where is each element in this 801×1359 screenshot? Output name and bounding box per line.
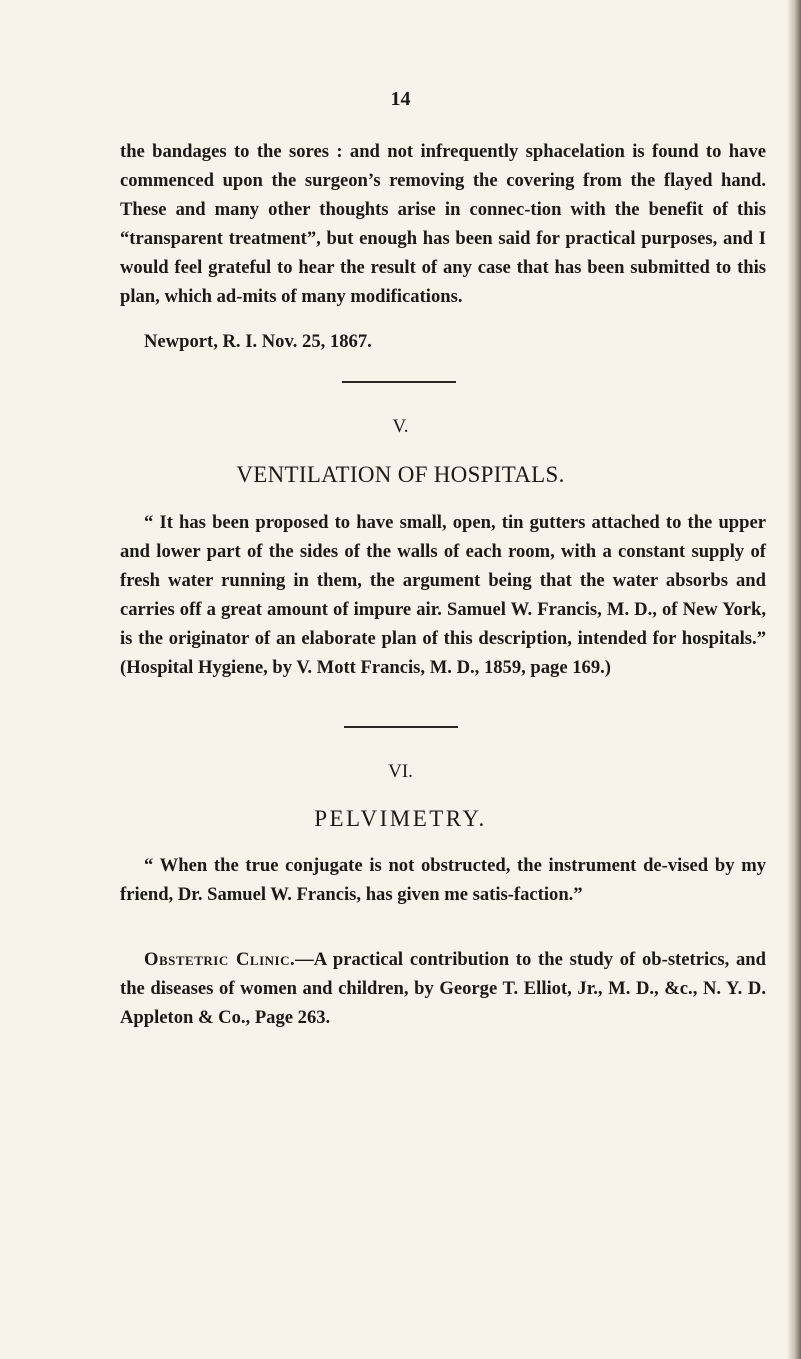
page-number: 14 — [390, 88, 411, 110]
section-numeral-vi: VI. — [388, 761, 413, 782]
intro-paragraph: the bandages to the sores : and not infrequently sphacelation is found to have commenced upon the surgeon’s removing the covering from the flayed hand. These and many other thoughts arise in connec-tion with the benefit of this “transparent treatment”, but enough has been said for practical purposes, and I would feel grateful to hear the result of any case that has been submitted to this plan, which ad-mits of many modifications. — [120, 141, 766, 307]
intro-paragraph-block — [120, 137, 766, 311]
section-divider-rule — [344, 726, 458, 728]
citation-block — [120, 945, 766, 1032]
pelvimetry-quote: “ When the true conjugate is not obstructed, the instrument de-vised by my friend, Dr. Samuel W. Francis, has given me satis-faction.” — [120, 855, 766, 905]
signoff-dateline: Newport, R. I. Nov. 25, 1867. — [144, 331, 372, 352]
ventilation-paragraph-block — [120, 508, 766, 682]
citation-text: —A practical contribution to the study of ob-stetrics, and the diseases of women and children, by George T. Elliot, Jr., M. D., &c., N. Y. D. Appleton & Co., Page 263. — [120, 949, 766, 1028]
section-divider-rule — [342, 381, 456, 383]
citation-title: Obstetric Clinic. — [144, 949, 296, 970]
ventilation-paragraph: “ It has been proposed to have small, open, tin gutters attached to the upper and lower part of the sides of the walls of each room, with a constant supply of fresh water running in them, the argument being that the water absorbs and carries off a great amount of impure air. Samuel W. Francis, M. D., of New York, is the originator of an elaborate plan of this description, intended for hospitals.” (Hospital Hygiene, by V. Mott Francis, M. D., 1859, page 169.) — [120, 512, 766, 678]
page-edge-shadow — [787, 0, 801, 1359]
section-numeral-v: V. — [392, 416, 409, 437]
section-title-pelvimetry: PELVIMETRY. — [314, 806, 487, 831]
citation-paragraph — [120, 945, 766, 1032]
pelvimetry-quote-block — [120, 851, 766, 909]
section-title-ventilation: VENTILATION OF HOSPITALS. — [236, 462, 565, 487]
